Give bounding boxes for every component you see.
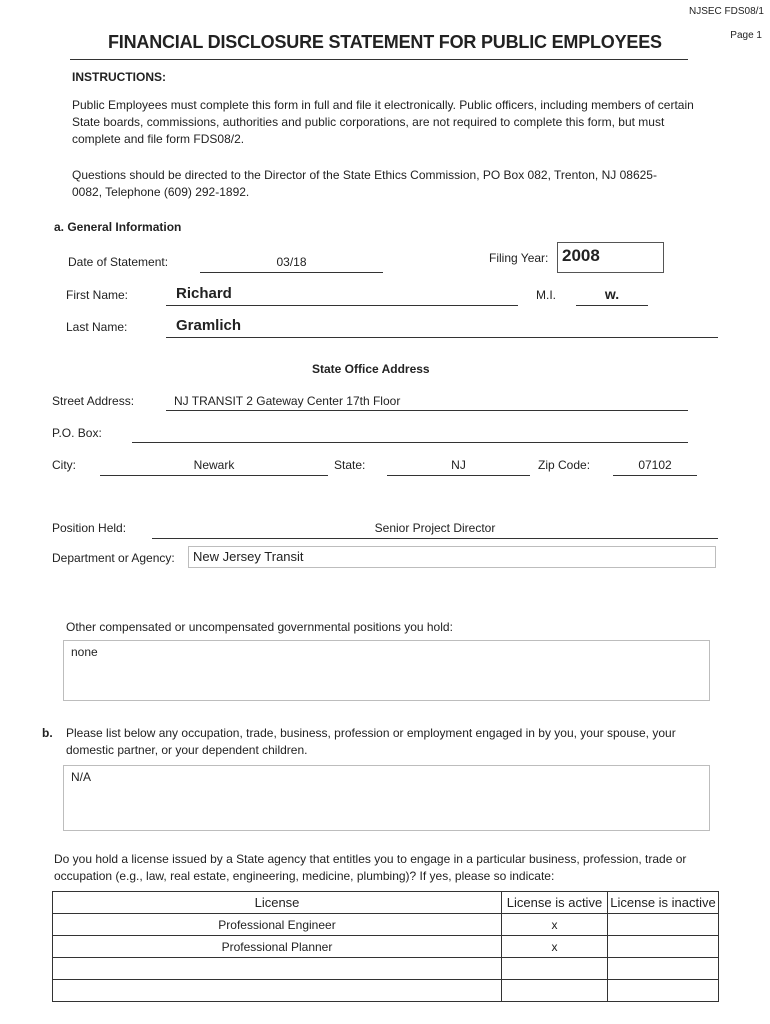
first-name-label: First Name:	[66, 288, 129, 302]
department-label: Department or Agency:	[52, 551, 175, 565]
zip-underline	[613, 475, 697, 476]
city-underline	[100, 475, 328, 476]
date-of-statement-field[interactable]: 03/18	[276, 255, 307, 269]
license-active-cell[interactable]	[502, 958, 608, 980]
general-info-heading: a. General Information	[54, 220, 182, 234]
state-underline	[387, 475, 530, 476]
department-field[interactable]: New Jersey Transit	[188, 546, 716, 568]
license-inactive-cell[interactable]	[608, 980, 719, 1002]
license-question: Do you hold a license issued by a State agency that entitles you to engage in a particular business, profession, trade or occupation (e.g., law, real estate, engineering, medicine, plumbing)? If yes, please so indicate:	[54, 852, 687, 883]
middle-initial-label: M.I.	[536, 288, 556, 302]
instructions-paragraph-1: Public Employees must complete this form in full and file it electronically. Public officers, including members of certain State boards, commissions, authorities and public corporations, are not required to complete this form, but must complete and file form FDS08/2.	[72, 98, 694, 146]
city-field[interactable]: Newark	[193, 458, 235, 472]
filing-year-field[interactable]: 2008	[557, 242, 664, 273]
street-underline	[166, 410, 688, 411]
license-name-cell[interactable]: Professional Engineer	[53, 914, 502, 936]
middle-initial-field[interactable]: w.	[604, 286, 620, 302]
license-inactive-cell[interactable]	[608, 958, 719, 980]
page-number: Page 1	[730, 30, 762, 41]
license-inactive-column-header: License is inactive	[608, 892, 719, 914]
other-positions-field[interactable]: none	[63, 640, 710, 701]
title-divider	[70, 59, 688, 60]
page-title: FINANCIAL DISCLOSURE STATEMENT FOR PUBLIC EMPLOYEES	[108, 32, 662, 52]
last-name-field[interactable]: Gramlich	[176, 317, 242, 334]
other-positions-label: Other compensated or uncompensated governmental positions you hold:	[66, 620, 453, 634]
license-column-header: License	[53, 892, 502, 914]
filing-year-label: Filing Year:	[489, 251, 549, 265]
last-name-label: Last Name:	[66, 320, 128, 334]
last-name-underline	[166, 337, 718, 338]
table-row	[53, 958, 719, 980]
position-held-label: Position Held:	[52, 521, 127, 535]
license-name-cell[interactable]	[53, 980, 502, 1002]
license-inactive-cell[interactable]	[608, 936, 719, 958]
section-b-marker: b.	[42, 726, 53, 740]
section-b-question: Please list below any occupation, trade, business, profession or employment engaged in by you, your spouse, your domestic partner, or your dependent children.	[66, 726, 676, 757]
license-inactive-cell[interactable]	[608, 914, 719, 936]
state-field[interactable]: NJ	[451, 458, 466, 472]
instructions-heading: INSTRUCTIONS:	[72, 70, 166, 84]
table-row	[53, 914, 719, 936]
city-label: City:	[52, 458, 76, 472]
license-name-cell[interactable]	[53, 958, 502, 980]
license-name-cell[interactable]: Professional Planner	[53, 936, 502, 958]
license-active-cell[interactable]: x	[502, 936, 608, 958]
zip-code-field[interactable]: 07102	[638, 458, 672, 472]
position-held-field[interactable]: Senior Project Director	[374, 521, 496, 535]
state-office-address-heading: State Office Address	[312, 362, 430, 376]
license-table	[52, 891, 719, 1002]
occupation-field[interactable]: N/A	[63, 765, 710, 831]
state-label: State:	[334, 458, 366, 472]
po-box-label: P.O. Box:	[52, 426, 102, 440]
instructions-paragraph-2: Questions should be directed to the Director of the State Ethics Commission, PO Box 082, Trenton, NJ 08625-0082, Telephone (609) 292-1892.	[72, 168, 657, 199]
date-of-statement-label: Date of Statement:	[68, 255, 169, 269]
middle-initial-underline	[576, 305, 648, 306]
table-row	[53, 980, 719, 1002]
license-active-cell[interactable]	[502, 980, 608, 1002]
form-id: NJSEC FDS08/1	[688, 6, 764, 17]
zip-code-label: Zip Code:	[538, 458, 591, 472]
license-table-header-row	[53, 892, 719, 914]
license-active-cell[interactable]: x	[502, 914, 608, 936]
license-active-column-header: License is active	[502, 892, 608, 914]
first-name-underline	[166, 305, 518, 306]
street-address-label: Street Address:	[52, 394, 135, 408]
street-address-field[interactable]: NJ TRANSIT 2 Gateway Center 17th Floor	[174, 394, 401, 408]
position-underline	[152, 538, 718, 539]
date-underline	[200, 272, 383, 273]
table-row	[53, 936, 719, 958]
first-name-field[interactable]: Richard	[176, 285, 232, 302]
po-box-underline	[132, 442, 688, 443]
